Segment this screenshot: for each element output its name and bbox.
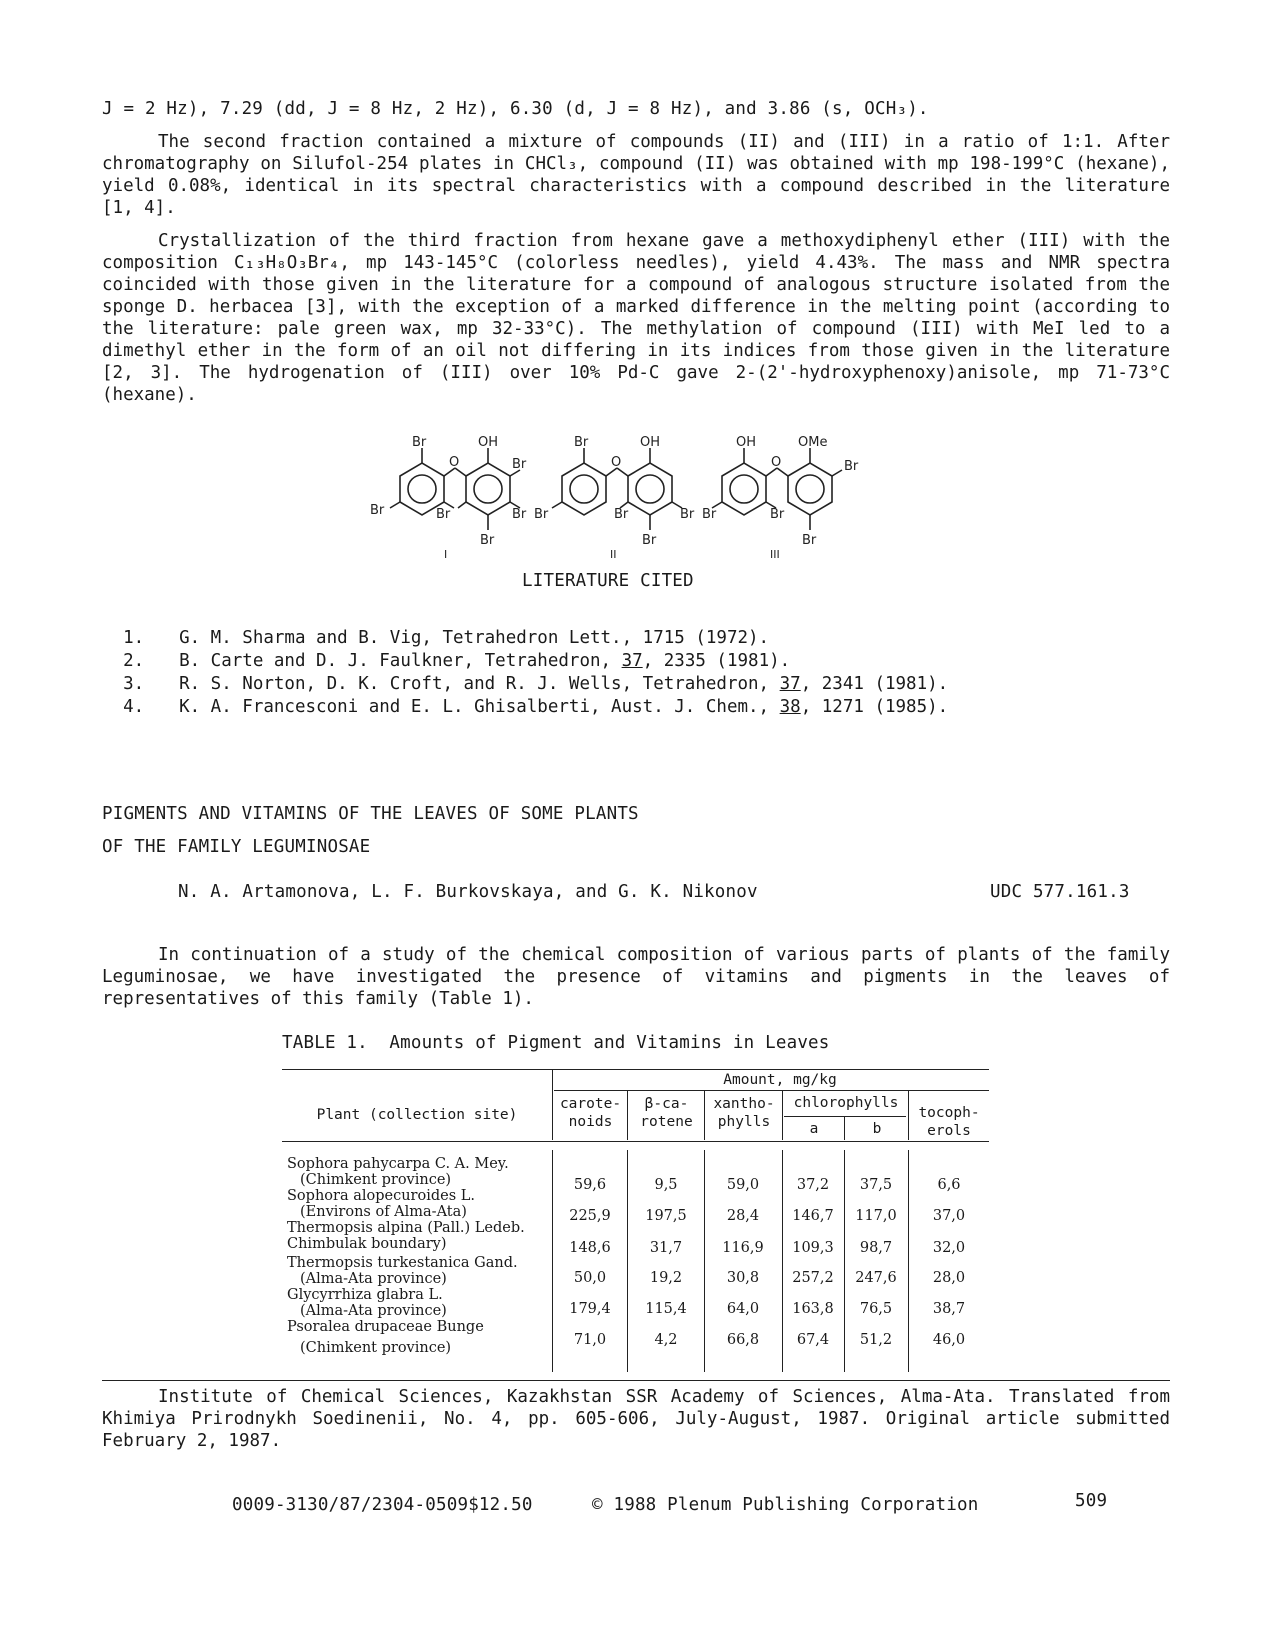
table-body-vrule-5 <box>844 1150 845 1372</box>
struct-label-I: I <box>444 548 448 561</box>
cell-bcarotene: 9,5 <box>654 1177 678 1193</box>
table-body-vrule-3 <box>704 1150 705 1372</box>
table-vrule-4 <box>782 1091 783 1140</box>
cell-tocopherols: 38,7 <box>932 1301 966 1317</box>
struct-III-o: O <box>771 455 782 470</box>
struct-II-br-right: Br <box>680 507 695 522</box>
cell-xanthophylls: 64,0 <box>726 1301 760 1317</box>
table-vrule-1 <box>552 1070 553 1140</box>
struct-III-br-left: Br <box>702 507 717 522</box>
table-caption: TABLE 1. Amounts of Pigment and Vitamins in Leaves <box>282 1033 830 1053</box>
table-header-rule <box>282 1141 989 1142</box>
continued-line: J = 2 Hz), 7.29 (dd, J = 8 Hz, 2 Hz), 6.30 (d, J = 8 Hz), and 3.86 (s, OCH₃). <box>102 99 929 119</box>
footer-copyright: © 1988 Plenum Publishing Corporation <box>592 1495 979 1515</box>
cell-bcarotene: 19,2 <box>649 1270 683 1286</box>
cell-carotenoids: 71,0 <box>573 1332 607 1348</box>
table-top-rule <box>282 1069 989 1070</box>
cell-bcarotene: 4,2 <box>654 1332 678 1348</box>
cell-tocopherols: 28,0 <box>932 1270 966 1286</box>
cell-bcarotene: 31,7 <box>649 1240 683 1256</box>
plant-name: Thermopsis turkestanica Gand. <box>287 1255 518 1271</box>
cell-xanthophylls: 30,8 <box>726 1270 760 1286</box>
cell-xanthophylls: 116,9 <box>722 1240 764 1256</box>
ring-III-b-circle <box>796 475 824 503</box>
table-vrule-2 <box>627 1091 628 1140</box>
article-title-line2: OF THE FAMILY LEGUMINOSAE <box>102 837 371 857</box>
struct-II-br-bottom: Br <box>642 533 657 548</box>
article-title-line1: PIGMENTS AND VITAMINS OF THE LEAVES OF SOME PLANTS <box>102 804 639 824</box>
struct-III-ome: OMe <box>798 436 828 450</box>
struct-I-br-left: Br <box>370 503 385 518</box>
plant-site: (Chimkent province) <box>300 1340 452 1356</box>
cell-chlorophyll-b: 117,0 <box>855 1208 897 1224</box>
cell-xanthophylls: 66,8 <box>726 1332 760 1348</box>
cell-bcarotene: 197,5 <box>645 1208 687 1224</box>
struct-II-br-top: Br <box>574 436 589 450</box>
footer-code: 0009-3130/87/2304-0509$12.50 <box>232 1495 533 1515</box>
cell-tocopherols: 32,0 <box>932 1240 966 1256</box>
cell-chlorophyll-b: 51,2 <box>859 1332 893 1348</box>
cell-bcarotene: 115,4 <box>645 1301 687 1317</box>
struct-II-br-left: Br <box>534 507 549 522</box>
ring-I-b-circle <box>474 475 502 503</box>
cell-carotenoids: 50,0 <box>573 1270 607 1286</box>
table-header-xanthophylls: xantho- phylls <box>713 1096 775 1130</box>
cell-chlorophyll-b: 37,5 <box>859 1177 893 1193</box>
table-header-carotenoids: carote- noids <box>559 1096 622 1130</box>
cell-carotenoids: 59,6 <box>573 1177 607 1193</box>
struct-I-oh: OH <box>478 436 499 450</box>
ring-I-b <box>466 463 510 515</box>
table-vrule-6 <box>908 1091 909 1140</box>
page-number: 509 <box>1075 1491 1108 1511</box>
struct-III-br-right: Br <box>844 459 859 474</box>
plant-name: Glycyrrhiza glabra L. <box>287 1287 443 1303</box>
cell-chlorophyll-a: 109,3 <box>792 1240 834 1256</box>
table-vrule-3 <box>704 1091 705 1140</box>
struct-II-oh: OH <box>640 436 661 450</box>
cell-xanthophylls: 59,0 <box>726 1177 760 1193</box>
cell-tocopherols: 37,0 <box>932 1208 966 1224</box>
table-header-chlorophyll-a: a <box>809 1121 819 1137</box>
table-body-vrule-1 <box>552 1150 553 1372</box>
ring-II-b <box>628 463 672 515</box>
plant-site: (Chimkent province) <box>300 1172 452 1188</box>
plant-name: Psoralea drupaceae Bunge <box>287 1319 484 1335</box>
table-body-vrule-2 <box>627 1150 628 1372</box>
cell-chlorophyll-a: 37,2 <box>796 1177 830 1193</box>
cell-carotenoids: 179,4 <box>569 1301 611 1317</box>
ring-I-a-circle <box>408 475 436 503</box>
struct-I-br-top: Br <box>412 436 427 450</box>
struct-I-o: O <box>449 455 460 470</box>
paragraph-third-fraction: Crystallization of the third fraction from hexane gave a methoxydiphenyl ether (III) with the composition C₁₃H₈O₃Br₄, mp 143-145°C (colorless needles), yield 4.43%. The mass and NMR spectra coincided with those given in the literature for a compound of analogous structure isolated from the sponge D. herbacea [3], with the exception of a marked difference in the melting point (according to the literature: pale green wax, mp 32-33°C). The methylation of compound (III) with MeI led to a dimethyl ether in the form of an oil not differing in its indices from those given in the literature [2, 3]. The hydrogenation of (III) over 10% Pd-C gave 2-(2'-hydroxyphenoxy)anisole, mp 71-73°C (hexane). <box>102 231 1170 405</box>
plant-site: (Alma-Ata province) <box>300 1303 447 1319</box>
ring-III-a-circle <box>730 475 758 503</box>
cell-chlorophyll-a: 146,7 <box>792 1208 834 1224</box>
table-header-bcarotene: β-ca- rotene <box>640 1096 693 1130</box>
ring-II-a <box>562 463 606 515</box>
struct-label-II: II <box>610 548 617 561</box>
struct-III-oh: OH <box>736 436 757 450</box>
table-header-tocopherols: tocoph- erols <box>918 1105 980 1139</box>
article-intro: In continuation of a study of the chemical composition of various parts of plants of the family Leguminosae, we have investigated the presence of vitamins and pigments in the leaves of representatives of this family (Table 1). <box>102 945 1170 1009</box>
cell-chlorophyll-b: 98,7 <box>859 1240 893 1256</box>
footnote-affiliation: Institute of Chemical Sciences, Kazakhstan SSR Academy of Sciences, Alma-Ata. Translated from Khimiya Prirodnykh Soedinenii, No. 4, pp. 605-606, July-August, 1987. Original article submitted February 2, 1987. <box>102 1387 1170 1451</box>
struct-II-o: O <box>611 455 622 470</box>
cell-chlorophyll-b: 247,6 <box>855 1270 897 1286</box>
cell-tocopherols: 6,6 <box>937 1177 961 1193</box>
table-header-chlorophyll-b: b <box>872 1121 882 1137</box>
ring-III-b <box>788 463 832 515</box>
paragraph-second-fraction: The second fraction contained a mixture of compounds (II) and (III) in a ratio of 1:1. After chromatography on Silufol-254 plates in CHCl₃, compound (II) was obtained with mp 198-199°C (hexane), yield 0.08%, identical in its spectral characteristics with a compound described in the literature [1, 4]. <box>102 132 1170 218</box>
cell-chlorophyll-a: 163,8 <box>792 1301 834 1317</box>
ring-III-a <box>722 463 766 515</box>
struct-III-br-bottom: Br <box>802 533 817 548</box>
table-header-chlorophylls: chlorophylls <box>793 1095 899 1111</box>
struct-I-br-right: Br <box>512 507 527 522</box>
struct-label-III: III <box>770 548 780 561</box>
plant-name: Sophora pahycarpa C. A. Mey. <box>287 1156 509 1172</box>
article-authors: N. A. Artamonova, L. F. Burkovskaya, and G. K. Nikonov <box>178 882 758 902</box>
reference-1: 1. G. M. Sharma and B. Vig, Tetrahedron Lett., 1715 (1972). <box>123 628 770 648</box>
plant-name: Sophora alopecuroides L. <box>287 1188 475 1204</box>
article-udc: UDC 577.161.3 <box>990 882 1130 902</box>
struct-I-br-bottom: Br <box>480 533 495 548</box>
cell-tocopherols: 46,0 <box>932 1332 966 1348</box>
footnote-rule <box>102 1380 1170 1381</box>
reference-3: 3. R. S. Norton, D. K. Croft, and R. J. Wells, Tetrahedron, 37, 2341 (1981). <box>123 674 949 694</box>
table-vrule-5 <box>844 1117 845 1140</box>
table-chlorophyll-rule <box>784 1116 906 1117</box>
struct-III-br-mid: Br <box>770 507 785 522</box>
plant-name: Thermopsis alpina (Pall.) Ledeb. Chimbulak boundary) <box>287 1220 525 1252</box>
table-body-vrule-6 <box>908 1150 909 1372</box>
cell-xanthophylls: 28,4 <box>726 1208 760 1224</box>
reference-4: 4. K. A. Francesconi and E. L. Ghisalberti, Aust. J. Chem., 38, 1271 (1985). <box>123 697 949 717</box>
struct-I-br-mid: Br <box>436 507 451 522</box>
table-amount-rule <box>554 1090 989 1091</box>
table-header-plant: Plant (collection site) <box>316 1107 518 1123</box>
cell-chlorophyll-a: 257,2 <box>792 1270 834 1286</box>
ring-II-b-circle <box>636 475 664 503</box>
struct-I-br-upper-right: Br <box>512 457 527 472</box>
table-header-amount: Amount, mg/kg <box>723 1072 837 1088</box>
plant-site: (Environs of Alma-Ata) <box>300 1204 467 1220</box>
cell-carotenoids: 148,6 <box>569 1240 611 1256</box>
reference-2: 2. B. Carte and D. J. Faulkner, Tetrahedron, 37, 2335 (1981). <box>123 651 791 671</box>
literature-heading: LITERATURE CITED <box>522 571 694 591</box>
cell-chlorophyll-a: 67,4 <box>796 1332 830 1348</box>
plant-site: (Alma-Ata province) <box>300 1271 447 1287</box>
cell-carotenoids: 225,9 <box>569 1208 611 1224</box>
struct-II-br-mid: Br <box>614 507 629 522</box>
cell-chlorophyll-b: 76,5 <box>859 1301 893 1317</box>
ring-II-a-circle <box>570 475 598 503</box>
